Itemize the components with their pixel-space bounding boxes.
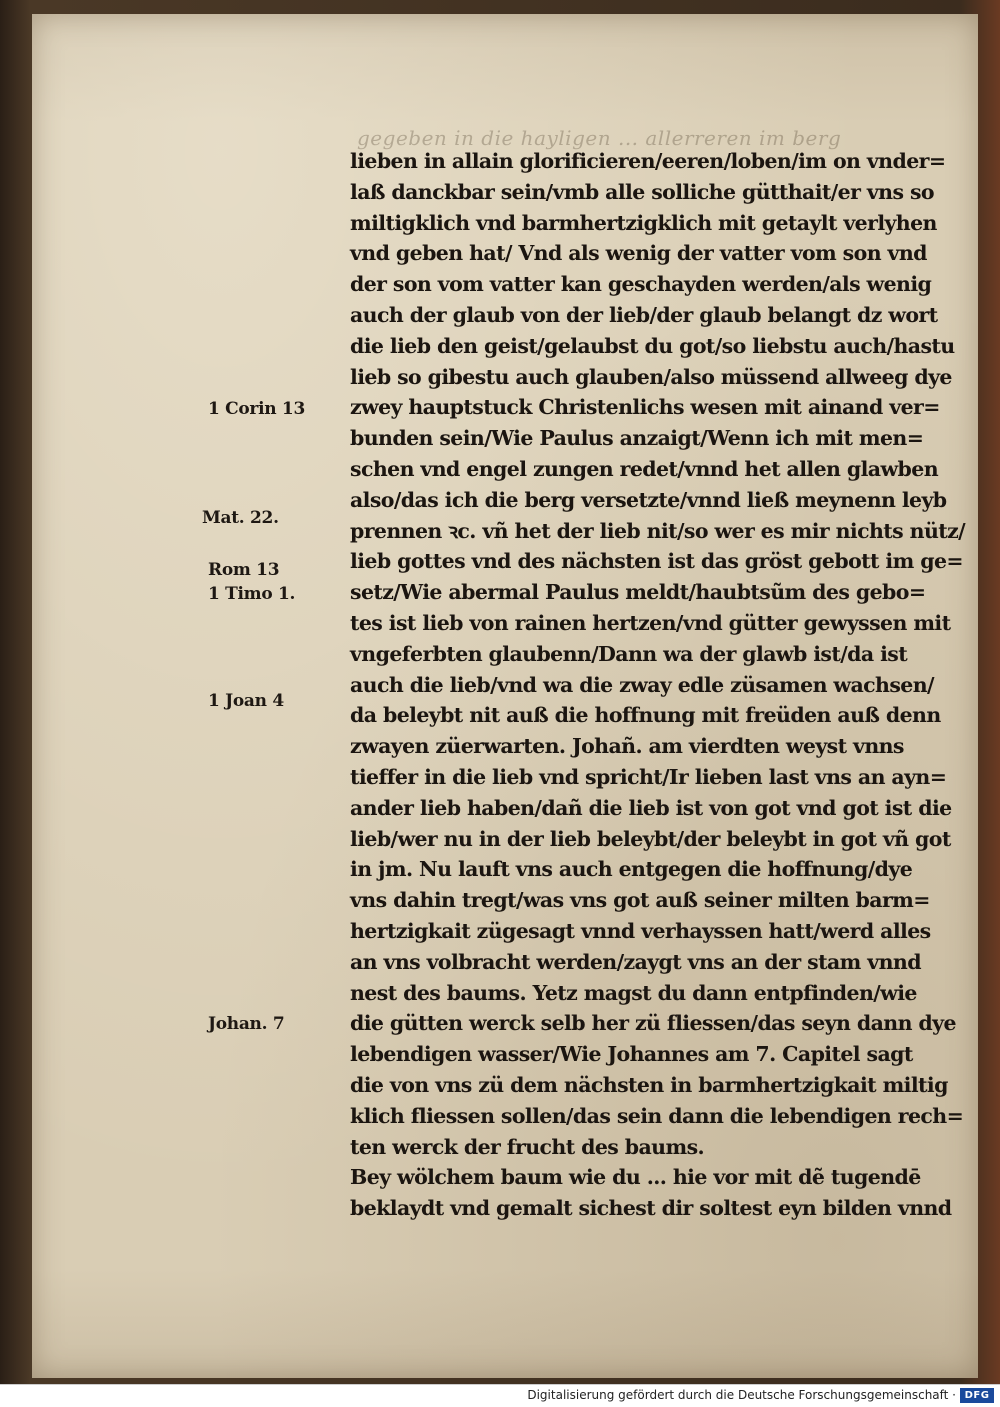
text-line: prennen ꝛc. vñ het der lieb nit/so wer es mir nichts nütz/ (350, 518, 966, 543)
text-line: Bey wölchem baum wie du ... hie vor mit dẽ tugendē (350, 1165, 921, 1190)
dfg-logo[interactable]: DFG (960, 1388, 994, 1403)
text-line: zwey hauptstuck Christenlichs wesen mit ainand ver= (350, 395, 940, 420)
text-line: ten werck der frucht des baums. (350, 1134, 705, 1159)
text-line: lieb/wer nu in der lieb beleybt/der beleybt in got vñ got (350, 826, 951, 851)
main-text-block (350, 146, 966, 1224)
text-line: der son vom vatter kan geschayden werden/als wenig (350, 272, 932, 297)
text-line: die gütten werck selb her zü fliessen/das seyn dann dye (350, 1011, 956, 1036)
text-line: bunden sein/Wie Paulus anzaigt/Wenn ich mit men= (350, 426, 924, 451)
text-line: tes ist lieb von rainen hertzen/vnd gütter gewyssen mit (350, 610, 951, 635)
text-line: vnd geben hat/ Vnd als wenig der vatter vom son vnd (350, 241, 927, 266)
text-line: miltigklich vnd barmhertzigklich mit getaylt verlyhen (350, 210, 937, 235)
text-line: laß danckbar sein/vmb alle solliche gütthait/er vns so (350, 179, 934, 204)
text-line: setz/Wie abermal Paulus meldt/haubtsũm des gebo= (350, 580, 926, 605)
text-line: die von vns zü dem nächsten in barmhertzigkait miltig (350, 1072, 948, 1097)
footer-bar (0, 1384, 1000, 1407)
margin-note-john-epistle: 1 Joan 4 (208, 691, 284, 711)
text-line: lebendigen wasser/Wie Johannes am 7. Capitel sagt (350, 1042, 913, 1067)
text-line: vns dahin tregt/was vns got auß seiner milten barm= (350, 888, 930, 913)
text-line: tieffer in die lieb vnd spricht/Ir lieben last vns an ayn= (350, 764, 947, 789)
text-line: ander lieb haben/dañ die lieb ist von got vnd got ist die (350, 795, 952, 820)
text-line: in jm. Nu lauft vns auch entgegen die hoffnung/dye (350, 857, 913, 882)
text-line: lieb so gibestu auch glauben/also müssend allweeg dye (350, 364, 952, 389)
text-line: auch die lieb/vnd wa die zway edle züsamen wachsen/ (350, 672, 934, 697)
text-line: vngeferbten glaubenn/Dann wa der glawb ist/da ist (350, 641, 908, 666)
text-line: hertzigkait zügesagt vnnd verhayssen hatt/werd alles (350, 918, 931, 943)
margin-note-romans: Rom 13 (208, 560, 280, 580)
margin-note-john-gospel: Johan. 7 (208, 1014, 285, 1034)
text-line: an vns volbracht werden/zaygt vns an der stam vnnd (350, 949, 921, 974)
text-line: nest des baums. Yetz magst du dann entpfinden/wie (350, 980, 917, 1005)
bleed-through-line: gegeben in die hayligen ... allerreren im berg (357, 126, 842, 150)
margin-note-corinthians: 1 Corin 13 (208, 399, 305, 419)
text-line: klich fliessen sollen/das sein dann die lebendigen rech= (350, 1103, 964, 1128)
funding-credit: Digitalisierung gefördert durch die Deutsche Forschungsgemeinschaft · (527, 1388, 956, 1402)
text-line: zwayen züerwarten. Johañ. am vierdten weyst vnns (350, 734, 904, 759)
text-line: auch der glaub von der lieb/der glaub belangt dz wort (350, 302, 938, 327)
text-line: beklaydt vnd gemalt sichest dir soltest eyn bilden vnnd (350, 1196, 952, 1221)
text-line: da beleybt nit auß die hoffnung mit freüden auß denn (350, 703, 941, 728)
text-line: die lieb den geist/gelaubst du got/so liebstu auch/hastu (350, 333, 955, 358)
margin-note-matthew: Mat. 22. (202, 508, 279, 528)
book-page (32, 14, 978, 1378)
text-line: also/das ich die berg versetzte/vnnd ließ meynenn leyb (350, 487, 947, 512)
margin-note-timothy: 1 Timo 1. (208, 584, 296, 604)
text-line: schen vnd engel zungen redet/vnnd het allen glawben (350, 456, 939, 481)
text-line: lieben in allain glorificieren/eeren/loben/im on vnder= (350, 149, 946, 173)
text-line: lieb gottes vnd des nächsten ist das gröst gebott im ge= (350, 549, 963, 574)
